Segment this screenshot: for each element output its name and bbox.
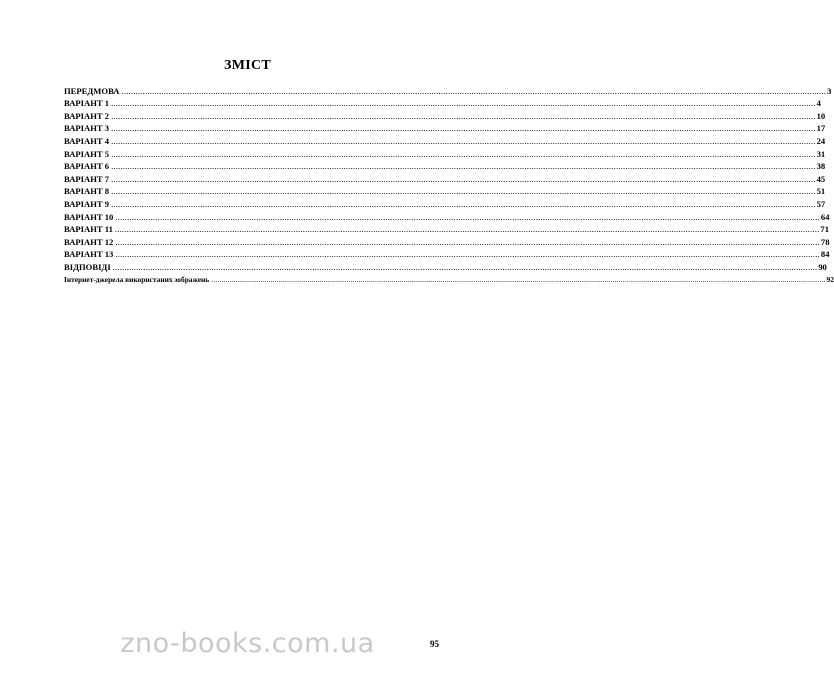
toc-entry-page: 3 <box>827 85 832 96</box>
toc-entry-page: 84 <box>820 249 830 260</box>
toc-entry-title: Інтернет-джерела використаних зображень <box>64 274 210 284</box>
toc-entry <box>64 234 830 247</box>
toc-entry-page: 24 <box>816 135 826 146</box>
toc-leader-dots: ............................................................................................................................................................................................................................................................................................................ <box>111 161 816 172</box>
toc-leader-dots: ............................................................................................................................................................................................................................................................................................................ <box>115 211 820 222</box>
toc-entry <box>64 272 834 285</box>
toc-entry-title: ВАРІАНТ 11 <box>64 224 113 235</box>
toc-entry <box>64 196 826 209</box>
toc-entry <box>64 121 826 134</box>
watermark: zno-books.com.ua <box>120 628 375 659</box>
toc-entry-title: ВАРІАНТ 10 <box>64 211 114 222</box>
toc-entry-title: ВАРІАНТ 9 <box>64 198 110 209</box>
toc-entry <box>64 259 827 272</box>
toc-leader-dots: ............................................................................................................................................................................................................................................................................................................ <box>111 173 816 184</box>
toc-entry <box>64 146 826 159</box>
toc-leader-dots: ............................................................................................................................................................................................................................................................................................................ <box>115 236 820 247</box>
toc-leader-dots: ............................................................................................................................................................................................................................................................................................................ <box>115 249 820 260</box>
toc-entry-title: ВАРІАНТ 2 <box>64 110 110 121</box>
toc-entry <box>64 222 830 235</box>
toc-leader-dots: ............................................................................................................................................................................................................................................................................................................ <box>114 224 820 235</box>
toc-entry-title: ВАРІАНТ 4 <box>64 135 110 146</box>
toc-entry <box>64 159 826 172</box>
toc-entry-title: ВІДПОВІДІ <box>64 261 111 272</box>
toc-entry-title: ВАРІАНТ 3 <box>64 123 110 134</box>
toc-entry <box>64 247 830 260</box>
toc-entry <box>64 184 826 197</box>
toc-entry-page: 10 <box>816 110 826 121</box>
toc-leader-dots: ............................................................................................................................................................................................................................................................................................................ <box>111 198 816 209</box>
toc-entry-title: ВАРІАНТ 7 <box>64 173 110 184</box>
toc-leader-dots: ............................................................................................................................................................................................................................................................................................................ <box>111 98 816 109</box>
toc-leader-dots: ............................................................................................................................................................................................................................................................................................................ <box>112 261 818 272</box>
table-of-contents <box>64 83 834 285</box>
page-number: 95 <box>430 639 439 649</box>
toc-leader-dots: ............................................................................................................................................................................................................................................................................................................ <box>211 274 826 284</box>
toc-leader-dots: ............................................................................................................................................................................................................................................................................................................ <box>111 123 816 134</box>
toc-leader-dots: ............................................................................................................................................................................................................................................................................................................ <box>111 135 816 146</box>
toc-entry-page: 71 <box>820 224 830 235</box>
toc-leader-dots: ............................................................................................................................................................................................................................................................................................................ <box>111 186 816 197</box>
toc-entry-title: ПЕРЕДМОВА <box>64 85 120 96</box>
toc-entry <box>64 108 826 121</box>
toc-entry-title: ВАРІАНТ 13 <box>64 249 114 260</box>
toc-entry-page: 31 <box>816 148 826 159</box>
toc-entry-page: 38 <box>816 161 826 172</box>
toc-entry <box>64 83 832 96</box>
toc-entry-title: ВАРІАНТ 8 <box>64 186 110 197</box>
toc-entry-page: 51 <box>816 186 826 197</box>
toc-leader-dots: ............................................................................................................................................................................................................................................................................................................ <box>121 85 827 96</box>
toc-entry <box>64 96 821 109</box>
toc-entry <box>64 171 826 184</box>
toc-entry <box>64 133 826 146</box>
toc-entry-title: ВАРІАНТ 5 <box>64 148 110 159</box>
toc-entry-title: ВАРІАНТ 1 <box>64 98 110 109</box>
toc-entry-page: 45 <box>816 173 826 184</box>
toc-entry-page: 64 <box>820 211 830 222</box>
toc-entry-title: ВАРІАНТ 12 <box>64 236 114 247</box>
page-title: ЗМІСТ <box>224 58 271 73</box>
toc-leader-dots: ............................................................................................................................................................................................................................................................................................................ <box>111 148 816 159</box>
toc-entry-page: 4 <box>816 98 821 109</box>
toc-entry-page: 92 <box>826 274 834 284</box>
toc-entry-page: 57 <box>816 198 826 209</box>
toc-entry-page: 17 <box>816 123 826 134</box>
toc-entry-page: 78 <box>820 236 830 247</box>
toc-entry <box>64 209 830 222</box>
toc-entry-title: ВАРІАНТ 6 <box>64 161 110 172</box>
toc-leader-dots: ............................................................................................................................................................................................................................................................................................................ <box>111 110 816 121</box>
toc-entry-page: 90 <box>818 261 827 272</box>
